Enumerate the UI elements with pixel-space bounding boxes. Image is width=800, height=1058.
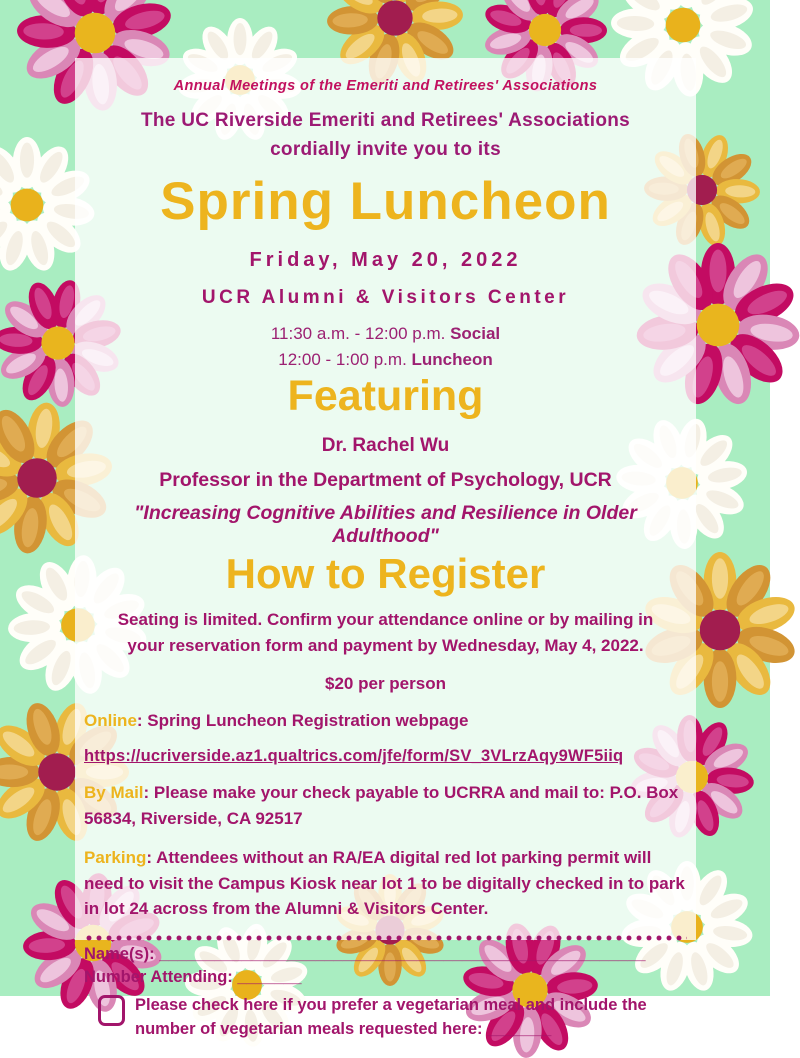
bymail-rest: : Please make your check payable to UCRRA and mail to: P.O. Box 56834, Riverside, CA 92517 [84,783,679,828]
vegetarian-checkbox[interactable] [98,995,125,1026]
event-date: Friday, May 20, 2022 [249,249,522,271]
invitation-panel [75,58,696,1039]
names-form-line [84,945,687,964]
parking-line [84,845,687,922]
schedule-luncheon-label: Luncheon [411,350,493,369]
speaker-name: Dr. Rachel Wu [321,435,450,456]
register-heading: How to Register [225,550,546,597]
vegetarian-row [98,993,687,1043]
registration-link[interactable]: https://ucriverside.az1.qualtrics.com/jfe/form/SV_3VLrzAqy9WF5iiq [84,747,624,766]
vegetarian-text-body: Please check here if you prefer a vegetarian meal and include the number of vegetarian meals requested here: [135,995,647,1039]
names-blank[interactable]: _____________________________________________________ [159,944,646,963]
schedule-social-label: Social [450,324,501,343]
speaker-title: Professor in the Department of Psychology, UCR [159,469,612,491]
attending-blank[interactable]: _______ [237,967,302,986]
names-label: Name(s): [84,944,160,963]
attending-label: Number Attending: [84,967,238,986]
parking-label: Parking [84,848,147,868]
eyebrow-text: Annual Meetings of the Emeriti and Retirees' Associations [173,78,598,94]
event-venue: UCR Alumni & Visitors Center [201,287,570,308]
attending-form-line [84,968,687,987]
event-title: Spring Luncheon [160,172,611,231]
schedule-luncheon [84,350,687,370]
vegetarian-text [135,993,687,1043]
parking-rest: : Attendees without an RA/EA digital red lot parking permit will need to visit the Campus Kiosk near lot 1 to be digitally checked in to park in lot 24 across from the Alumni & Visitors Center. [84,848,685,919]
schedule-social-time: 11:30 a.m. - 12:00 p.m. [270,324,451,343]
bymail-label: By Mail [84,783,144,803]
invite-line: The UC Riverside Emeriti and Retirees' Associations cordially invite you to its [141,110,630,160]
schedule-luncheon-time: 12:00 - 1:00 p.m. [278,350,412,369]
online-line [84,708,687,734]
online-label: Online [84,710,137,730]
dotted-divider [84,935,687,941]
bymail-line [84,780,687,831]
price-text: $20 per person [325,673,446,693]
schedule-social [84,324,687,344]
register-note: Seating is limited. Confirm your attendance online or by mailing in your reservation form and payment by Wednesday, May 4, 2022. [117,610,654,656]
online-rest: : Spring Luncheon Registration webpage [136,710,469,730]
talk-title: "Increasing Cognitive Abilities and Resilience in Older Adulthood" [134,502,637,547]
vegetarian-blank[interactable]: _______ [487,1020,552,1039]
featuring-heading: Featuring [287,372,484,420]
